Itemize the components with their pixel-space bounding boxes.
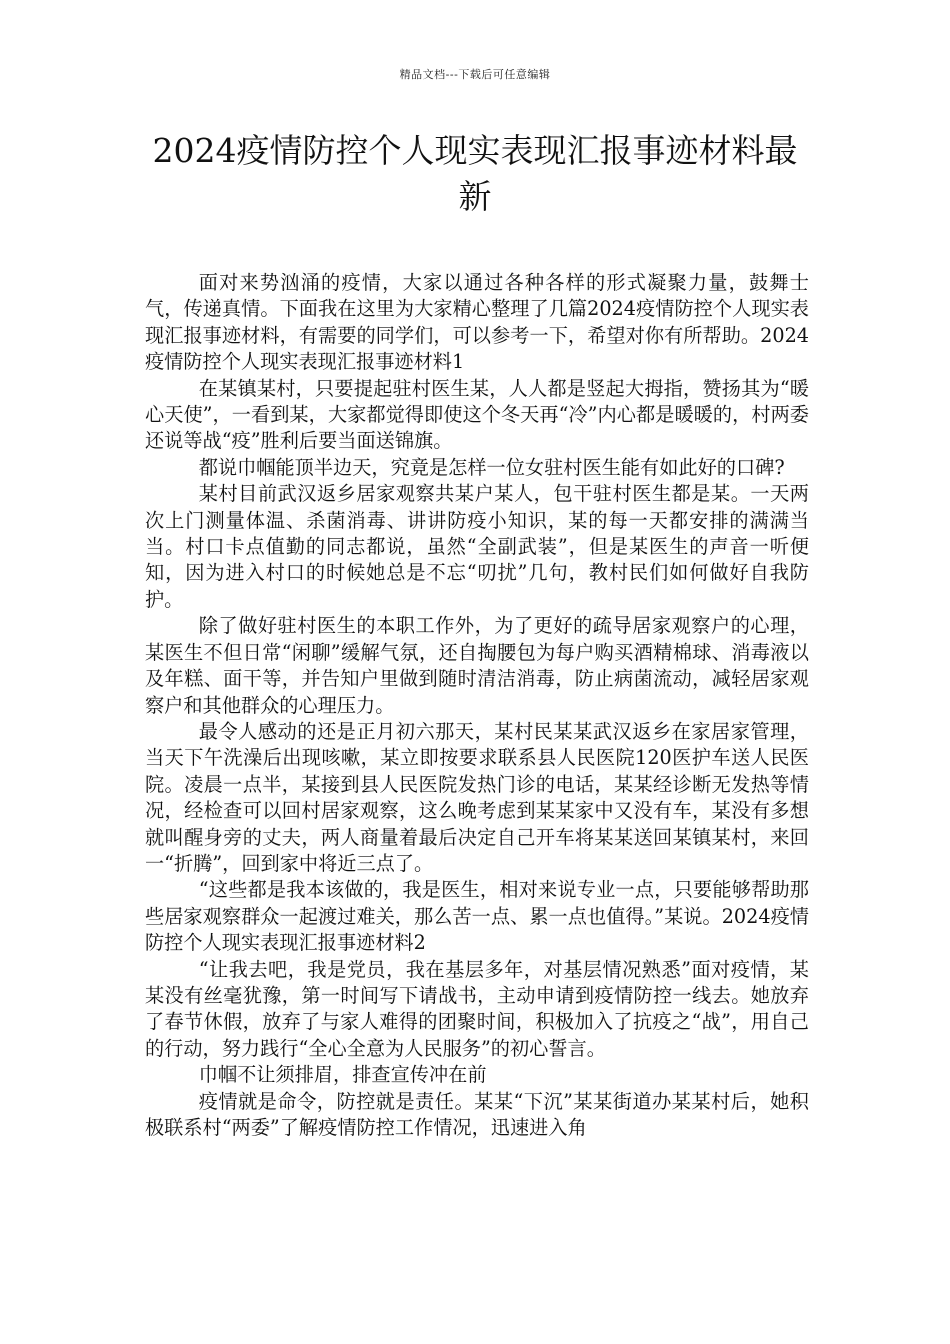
paragraph: 某村目前武汉返乡居家观察共某户某人，包干驻村医生都是某。一天两次上门测量体温、杀菌消毒、讲讲防疫小知识，某的每一天都安排的满满当当。村口卡点值勤的同志都说，虽然“全副武装”，但是某医生的声音一听便知，因为进入村口的时候她总是不忘“叨扰”几句，教村民们如何做好自我防护。	[145, 482, 809, 611]
paragraph: 面对来势汹涌的疫情，大家以通过各种各样的形式凝聚力量，鼓舞士气，传递真情。下面我在这里为大家精心整理了几篇2024疫情防控个人现实表现汇报事迹材料，有需要的同学们，可以参考一下，希望对你有所帮助。2024疫情防控个人现实表现汇报事迹材料1	[145, 271, 809, 374]
paragraph: 最令人感动的还是正月初六那天，某村民某某武汉返乡在家居家管理，当天下午洗澡后出现咳嗽，某立即按要求联系县人民医院120医护车送人民医院。凌晨一点半，某接到县人民医院发热门诊的电话，某某经诊断无发热等情况，经检查可以回村居家观察，这么晚考虑到某某家中又没有车，某没有多想就叫醒身旁的丈夫，两人商量着最后决定自己开车将某某送回某镇某村，来回一“折腾”，回到家中将近三点了。	[145, 719, 809, 875]
paragraph: 都说巾帼能顶半边天，究竟是怎样一位女驻村医生能有如此好的口碑?	[198, 455, 785, 479]
document-title: 2024疫情防控个人现实表现汇报事迹材料最新	[152, 131, 798, 216]
header-note: 精品文档---下载后可任意编辑	[399, 68, 551, 81]
document-body	[145, 270, 809, 1141]
paragraph: “这些都是我本该做的，我是医生，相对来说专业一点，只要能够帮助那些居家观察群众一起渡过难关，那么苦一点、累一点也值得。”某说。2024疫情防控个人现实表现汇报事迹材料2	[145, 878, 809, 955]
paragraph: 除了做好驻村医生的本职工作外，为了更好的疏导居家观察户的心理，某医生不但日常“闲聊”缓解气氛，还自掏腰包为每户购买酒精棉球、消毒液以及年糕、面干等，并告知户里做到随时清洁消毒，防止病菌流动，减轻居家观察户和其他群众的心理压力。	[145, 614, 809, 717]
section-heading: 巾帼不让须排眉，排查宣传冲在前	[198, 1063, 487, 1087]
paragraph: 在某镇某村，只要提起驻村医生某，人人都是竖起大拇指，赞扬其为“暖心天使”，一看到某，大家都觉得即使这个冬天再“冷”内心都是暖暖的，村两委还说等战“疫”胜利后要当面送锦旗。	[145, 376, 809, 453]
paragraph: “让我去吧，我是党员，我在基层多年，对基层情况熟悉”面对疫情，某某没有丝毫犹豫，第一时间写下请战书，主动申请到疫情防控一线去。她放弃了春节休假，放弃了与家人难得的团聚时间，积极加入了抗疫之“战”，用自己的行动，努力践行“全心全意为人民服务”的初心誓言。	[145, 957, 809, 1060]
paragraph: 疫情就是命令，防控就是责任。某某“下沉”某某街道办某某村后，她积极联系村“两委”了解疫情防控工作情况，迅速进入角	[145, 1089, 809, 1139]
